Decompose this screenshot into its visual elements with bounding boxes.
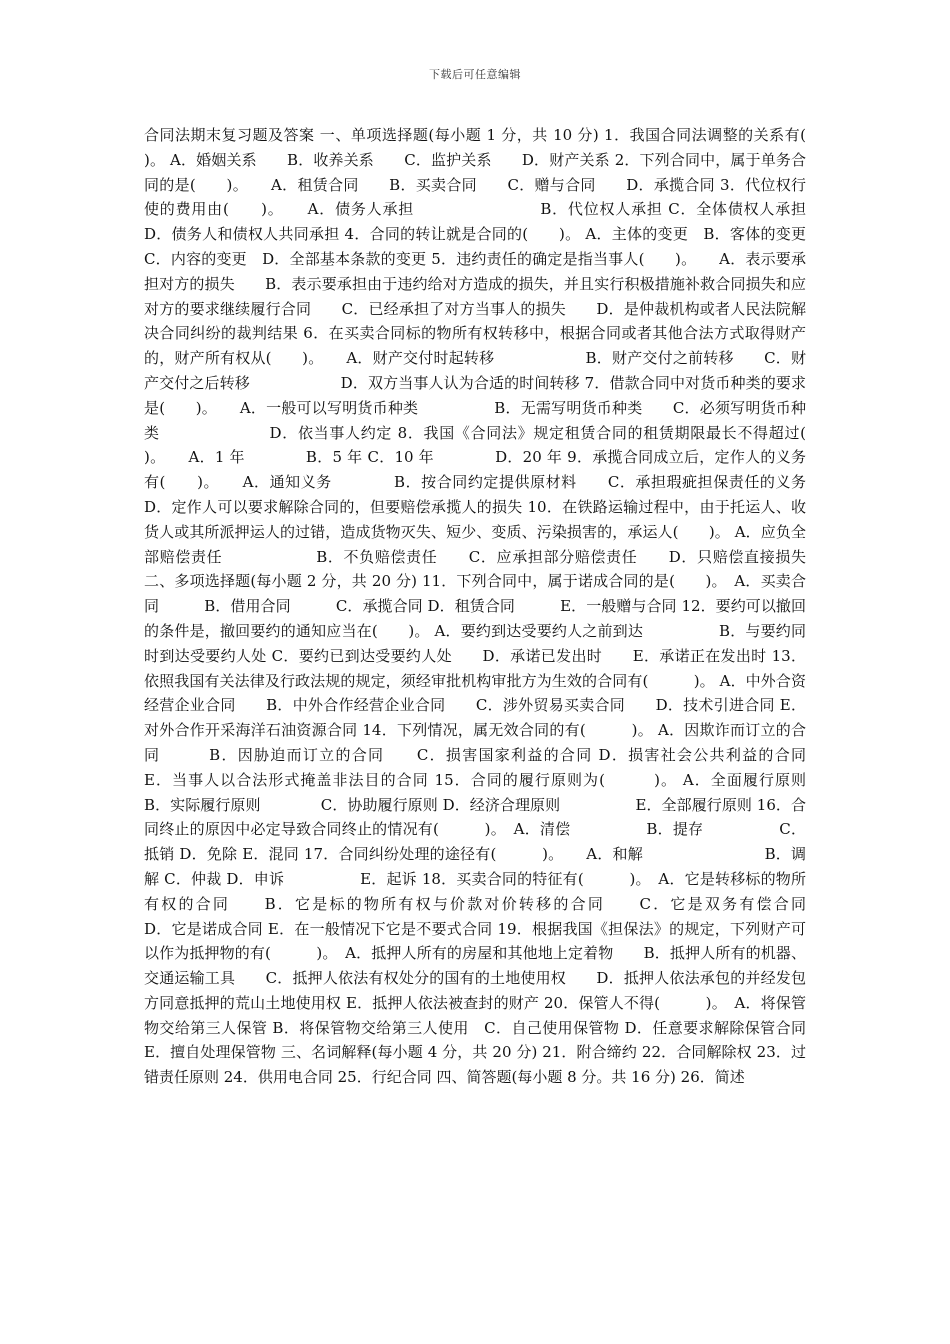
document-body: 合同法期末复习题及答案 一、单项选择题(每小题 1 分，共 10 分) 1．我国合同法调整的关系有( )。 A．婚姻关系 B．收养关系 C．监护关系 D．财产关系 2．下列合同中，属于单务合同的是( )。 A．租赁合同 B．买卖合同 C．赠与合同 D．承揽合同 3．代位权行使的费用由( )。 A．债务人承担 B．代位权人承担 C．全体债权人承担 D．债务人和债权人共同承担 4．合同的转让就是合同的( )。 A．主体的变更 B．客体的变更 C．内容的变更 D．全部基本条款的变更 5．违约责任的确定是指当事人( )。 A．表示要承担对方的损失 B．表示要承担由于违约给对方造成的损失，并且实行积极措施补救合同损失和应对方的要求继续履行合同 C．已经承担了对方当事人的损失 D．是仲裁机构或者人民法院解决合同纠纷的裁判结果 6．在买卖合同标的物所有权转移中，根据合同或者其他合法方式取得财产的，财产所有权从( )。 A．财产交付时起转移 B．财产交付之前转移 C．财产交付之后转移 D．双方当事人认为合适的时间转移 7．借款合同中对货币种类的要求是( )。 A．一般可以写明货币种类 B．无需写明货币种类 C．必须写明货币种类 D．依当事人约定 8．我国《合同法》规定租赁合同的租赁期限最长不得超过( )。 A．1 年 B．5 年 C．10 年 D．20 年 9．承揽合同成立后，定作人的义务有( )。 A．通知义务 B．按合同约定提供原材料 C．承担瑕疵担保责任的义务 D．定作人可以要求解除合同的，但要赔偿承揽人的损失 10．在铁路运输过程中，由于托运人、收货人或其所派押运人的过错，造成货物灭失、短少、变质、污染损害的，承运人( )。 A．应负全部赔偿责任 B．不负赔偿责任 C．应承担部分赔偿责任 D．只赔偿直接损失 二、多项选择题(每小题 2 分，共 20 分) 11．下列合同中，属于诺成合同的是( )。 A．买卖合同 B．借用合同 C．承揽合同 D．租赁合同 E．一般赠与合同 12．要约可以撤回的条件是，撤回要约的通知应当在( )。 A．要约到达受要约人之前到达 B．与要约同时到达受要约人处 C．要约已到达受要约人处 D．承诺已发出时 E．承诺正在发出时 13．依照我国有关法律及行政法规的规定，须经审批机构审批方为生效的合同有( )。 A．中外合资经营企业合同 B．中外合作经营企业合同 C．涉外贸易买卖合同 D．技术引进合同 E．对外合作开采海洋石油资源合同 14．下列情况，属无效合同的有( )。 A．因欺诈而订立的合同 B．因胁迫而订立的合同 C．损害国家利益的合同 D．损害社会公共利益的合同 E．当事人以合法形式掩盖非法目的合同 15．合同的履行原则为( )。 A．全面履行原则 B．实际履行原则 C．协助履行原则 D．经济合理原则 E．全部履行原则 16．合同终止的原因中必定导致合同终止的情况有( )。 A．清偿 B．提存 C．抵销 D．免除 E．混同 17．合同纠纷处理的途径有( )。 A．和解 B．调解 C．仲裁 D．申诉 E．起诉 18．买卖合同的特征有( )。 A．它是转移标的物所有权的合同 B．它是标的物所有权与价款对价转移的合同 C．它是双务有偿合同 D．它是诺成合同 E．在一般情况下它是不要式合同 19．根据我国《担保法》的规定，下列财产可以作为抵押物的有( )。 A．抵押人所有的房屋和其他地上定着物 B．抵押人所有的机器、交通运输工具 C．抵押人依法有权处分的国有的土地使用权 D．抵押人依法承包的并经发包方同意抵押的荒山土地使用权 E．抵押人依法被查封的财产 20．保管人不得( )。 A．将保管物交给第三人保管 B．将保管物交给第三人使用 C．自己使用保管物 D．任意要求解除保管合同 E．擅自处理保管物 三、名词解释(每小题 4 分，共 20 分) 21．附合缔约 22．合同解除权 23．过错责任原则 24．供用电合同 25．行纪合同 四、简答题(每小题 8 分。共 16 分) 26．简述: [144, 126, 897, 1087]
page-header: 下载后可任意编辑: [429, 68, 521, 81]
